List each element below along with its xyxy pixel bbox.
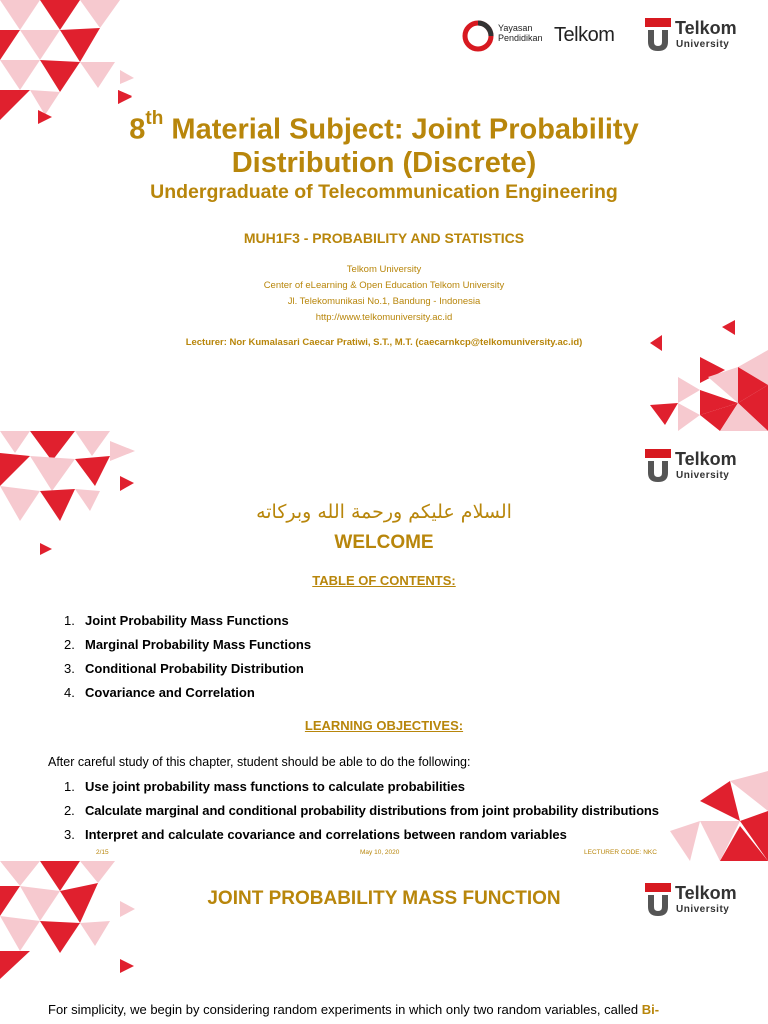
list-item: 1. Joint Probability Mass Functions: [64, 613, 289, 628]
section-page: [0, 861, 768, 1024]
page-title: 8th Material Subject: Joint Probability Distribution (Discrete): [129, 108, 639, 179]
triangle-pattern-top-left: [0, 861, 140, 986]
logo-text-pendidikan: Pendidikan: [498, 33, 543, 43]
objectives-intro: After careful study of this chapter, student should be able to do the following:: [48, 755, 471, 769]
logo-text-telkom: Telkom: [675, 883, 737, 903]
page-subtitle: Undergraduate of Telecommunication Engineering: [150, 181, 618, 203]
list-item: 3. Conditional Probability Distribution: [64, 661, 304, 676]
telkom-university-logo: [645, 447, 751, 487]
footer-lecturer-code: LECTURER CODE: NKC: [584, 849, 657, 856]
contents-page: [0, 431, 768, 861]
toc-list: [64, 609, 311, 705]
list-item: 1. Use joint probability mass functions to calculate probabilities: [64, 779, 465, 794]
telkom-university-emblem-icon: [645, 18, 671, 52]
small-triangle-icon: [118, 90, 134, 106]
logo-text-university: University: [676, 39, 730, 50]
logo-text-university: University: [676, 470, 730, 481]
telkom-swirl-icon: [462, 20, 494, 52]
list-item: 2. Marginal Probability Mass Functions: [64, 637, 312, 652]
arabic-greeting: السلام عليكم ورحمة الله وبركاته: [256, 501, 512, 523]
institution-line: Telkom University: [346, 264, 422, 275]
telkom-university-logo: [645, 16, 751, 56]
cover-page: [0, 0, 768, 431]
toc-heading: TABLE OF CONTENTS:: [312, 573, 456, 588]
lecturer-info: Lecturer: Nor Kumalasari Caecar Pratiwi, S.T., M.T. (caecarnkcp@telkomuniversity.ac.id): [185, 337, 583, 348]
triangle-pattern-bottom-right: [640, 315, 768, 431]
section-body-text: For simplicity, we begin by considering random experiments in which only two random variables, called Bi-: [48, 1002, 660, 1017]
institution-line: Jl. Telekomunikasi No.1, Bandung - Indonesia: [287, 296, 481, 307]
list-item: 4. Covariance and Correlation: [64, 685, 255, 700]
footer-page-number: 2/15: [96, 849, 109, 856]
section-heading: JOINT PROBABILITY MASS FUNCTION: [207, 888, 561, 909]
welcome-heading: WELCOME: [334, 532, 434, 553]
course-code: MUH1F3 - PROBABILITY AND STATISTICS: [243, 230, 525, 246]
logo-text-telkom: Telkom: [554, 24, 615, 46]
logo-text-telkom: Telkom: [675, 18, 737, 38]
logo-text-university: University: [676, 904, 730, 915]
learning-objectives-heading: LEARNING OBJECTIVES:: [304, 718, 464, 733]
logo-text-yayasan: Yayasan: [498, 23, 533, 33]
institution-url[interactable]: http://www.telkomuniversity.ac.id: [315, 312, 453, 323]
footer-date: May 10, 2020: [360, 849, 400, 856]
list-item: 2. Calculate marginal and conditional probability distributions from joint probability distributions: [64, 803, 659, 818]
institution-line: Center of eLearning & Open Education Telkom University: [263, 280, 505, 291]
logo-text-telkom: Telkom: [675, 449, 737, 469]
list-item: 3. Interpret and calculate covariance and correlations between random variables: [64, 827, 567, 842]
highlight-term: Bi-: [641, 1002, 660, 1017]
yayasan-pendidikan-telkom-logo: [462, 18, 632, 54]
triangle-pattern-bottom-right: [640, 771, 768, 861]
telkom-university-emblem-icon: [645, 449, 671, 483]
objectives-list: [64, 775, 659, 847]
